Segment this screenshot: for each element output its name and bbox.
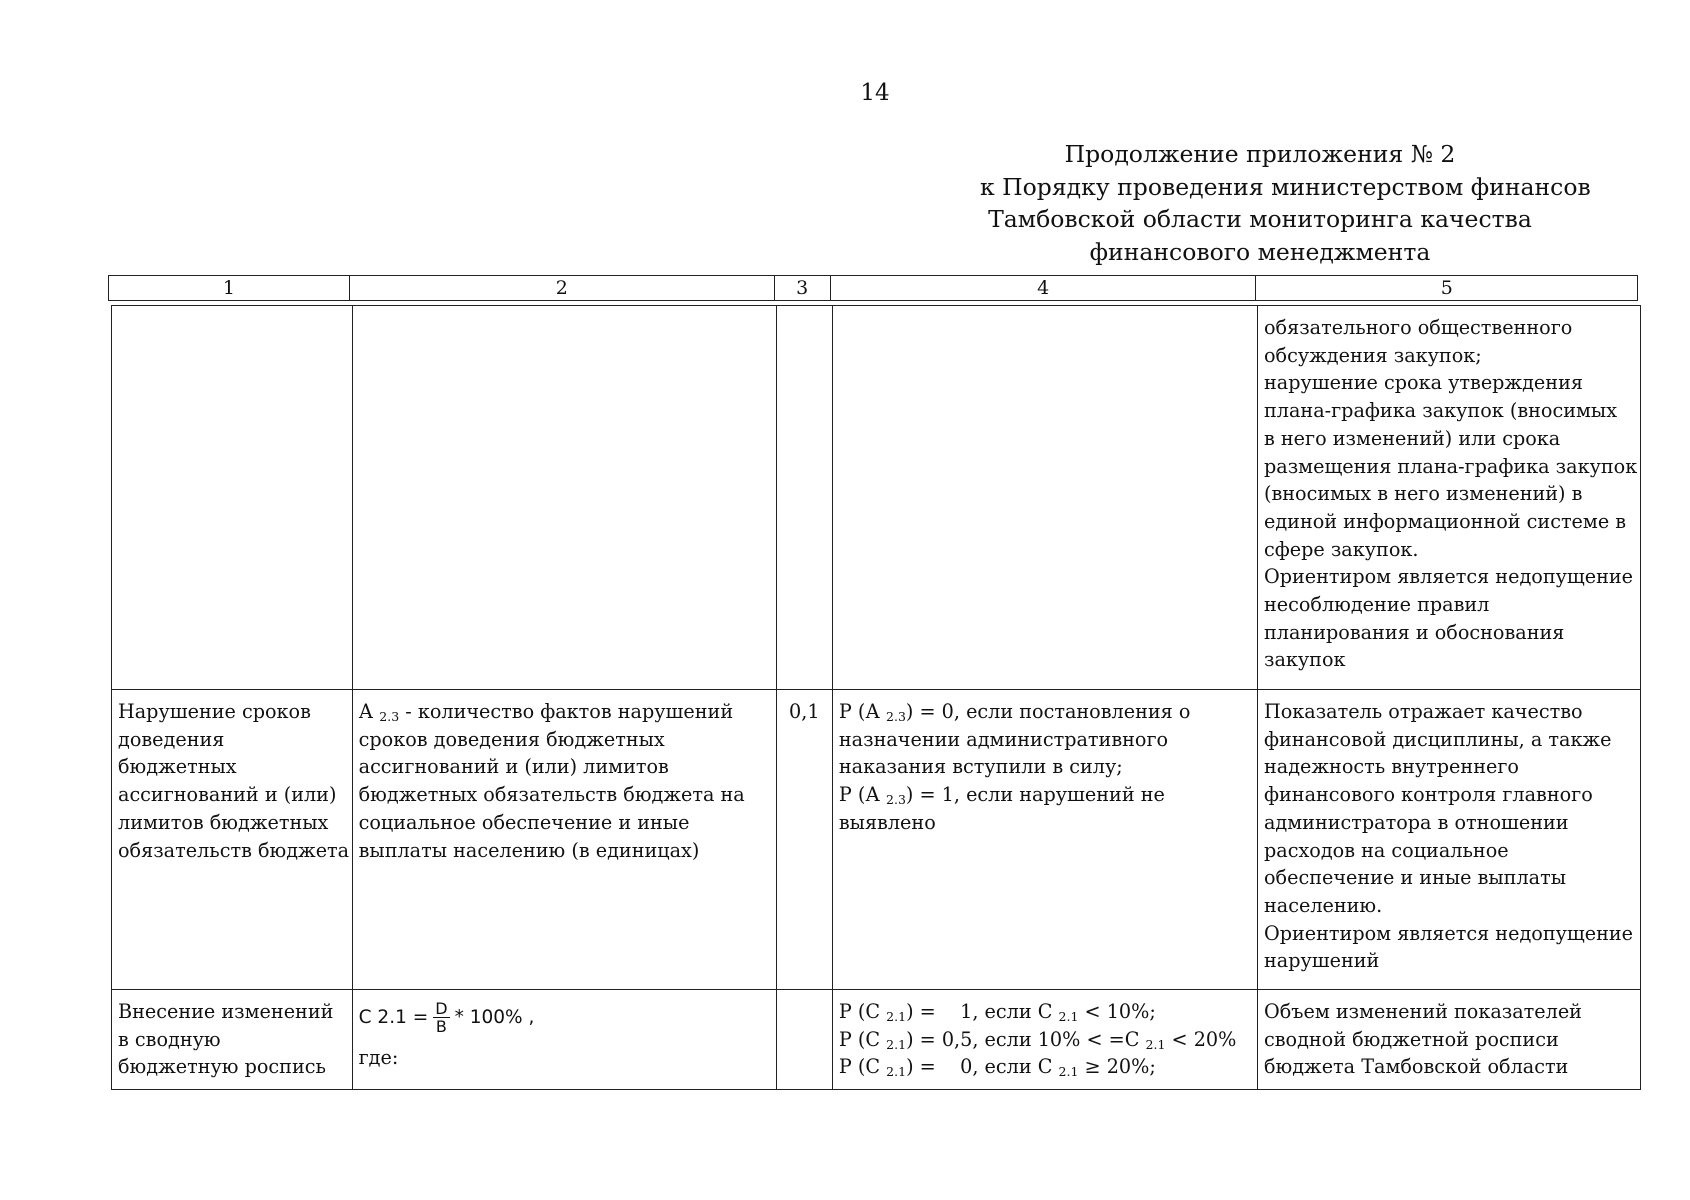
formula-numerator: D (435, 999, 448, 1018)
text-line: ассигнований и (или) (118, 783, 337, 807)
column-number: 2 (349, 276, 774, 301)
formula-lhs: C 2.1 = (358, 1006, 429, 1028)
text-line: где: (358, 1046, 399, 1069)
table-row (112, 306, 1641, 690)
text-line: финансового контроля главного (1263, 783, 1593, 807)
text-line: наказания вступили в силу; (838, 755, 1123, 779)
text-line: Нарушение сроков (118, 700, 311, 723)
text: Р (А (838, 783, 880, 807)
heading-line: Тамбовской области мониторинга качества (988, 205, 1532, 233)
document-heading (980, 138, 1591, 268)
text-line: обязательного общественного (1263, 316, 1573, 339)
column-number: 5 (1256, 276, 1638, 301)
text-line (839, 1053, 1252, 1081)
text-line: сроков доведения бюджетных (358, 727, 665, 751)
text-line: социальное обеспечение и иные (358, 810, 690, 834)
cell-indicator-name (112, 690, 353, 990)
text: Р (С (838, 1055, 881, 1079)
text: ) = (906, 1055, 936, 1079)
text-line: финансовой дисциплины, а также (1263, 727, 1612, 751)
text: < 20% (1171, 1027, 1237, 1051)
text: - количество фактов нарушений (405, 700, 734, 723)
cell-evaluation (832, 306, 1257, 690)
table-row (112, 690, 1641, 990)
text: 0, если С (960, 1055, 1053, 1079)
text: 1, если С (960, 1000, 1053, 1023)
text: ≥ 20%; (1084, 1055, 1156, 1079)
cell-evaluation (832, 690, 1257, 990)
text-line: ассигнований и (или) лимитов (358, 755, 669, 779)
text-line: выявлено (838, 810, 936, 834)
heading-line: Продолжение приложения № 2 (1064, 140, 1456, 168)
subscript: 2.3 (886, 792, 906, 808)
subscript: 2.1 (886, 1064, 907, 1080)
text: ) = 0,5, если 10% < =С (906, 1027, 1140, 1051)
text-line: сфере закупок. (1263, 537, 1419, 561)
text-line (839, 998, 1252, 1026)
symbol: А (358, 700, 374, 723)
formula-denominator: B (435, 1017, 447, 1036)
formula-fraction (433, 1000, 449, 1035)
cell-indicator-name (112, 306, 353, 690)
text-line: в него изменений) или срока (1263, 426, 1561, 450)
text-line: обсуждения закупок; (1263, 343, 1482, 367)
subscript: 2.3 (886, 709, 906, 724)
text-line: администратора в отношении (1263, 810, 1569, 834)
text-line (839, 698, 1252, 726)
text-line: в сводную (118, 1027, 221, 1051)
text-line: населению. (1263, 893, 1383, 917)
text: ) = 0, если постановления о (905, 700, 1191, 723)
text-line: (вносимых в него изменений) в (1263, 482, 1583, 506)
cell-comment (1257, 690, 1640, 990)
cell-weight (776, 990, 832, 1090)
text-line: размещения плана-графика закупок (1263, 454, 1638, 478)
text-line: Объем изменений показателей (1263, 1000, 1582, 1023)
subscript: 2.1 (886, 1036, 907, 1052)
text-line: доведения (118, 727, 225, 751)
cell-comment (1257, 990, 1640, 1090)
text-line: расходов на социальное (1263, 838, 1509, 862)
column-number-header (108, 275, 1638, 301)
formula-rhs: * 100% , (454, 1006, 535, 1028)
text-line (839, 1026, 1252, 1054)
table-row (112, 990, 1641, 1090)
page-number: 14 (860, 80, 890, 106)
column-number: 1 (109, 276, 350, 301)
subscript: 2.1 (1058, 1064, 1079, 1080)
text-line: бюджетных обязательств бюджета на (358, 783, 745, 807)
text-line: бюджетных (118, 755, 237, 779)
text: < 10%; (1084, 1000, 1156, 1023)
cell-evaluation (832, 990, 1257, 1090)
subscript: 2.1 (1145, 1036, 1166, 1052)
text-line: несоблюдение правил (1263, 593, 1490, 617)
text-line: нарушений (1263, 949, 1380, 973)
text-line: плана-графика закупок (вносимых (1263, 399, 1618, 423)
column-number: 4 (830, 276, 1256, 301)
text-line (359, 698, 771, 726)
subscript: 2.3 (379, 709, 400, 724)
text-line: бюджетную роспись (118, 1055, 326, 1079)
cell-calculation (352, 990, 776, 1090)
text-line: лимитов бюджетных (118, 810, 329, 834)
text-line: обеспечение и иные выплаты (1263, 866, 1566, 890)
text: ) = (906, 1000, 936, 1023)
cell-weight: 0,1 (776, 690, 832, 990)
subscript: 2.1 (1058, 1009, 1079, 1024)
cell-indicator-name (112, 990, 353, 1090)
indicator-table (111, 305, 1641, 1090)
text-line: Показатель отражает качество (1263, 700, 1583, 723)
text: Р (С (838, 1000, 881, 1023)
heading-line: к Порядку проведения министерством финансов (980, 172, 1591, 201)
text: Р (А (838, 700, 880, 723)
heading-line: финансового менеджмента (1089, 237, 1431, 266)
cell-calculation (352, 690, 776, 990)
text-line: нарушение срока утверждения (1263, 371, 1583, 395)
cell-comment (1257, 306, 1640, 690)
cell-weight (776, 306, 832, 690)
text-line: обязательств бюджета (118, 838, 350, 862)
text: Р (С (838, 1027, 881, 1051)
text-line: Ориентиром является недопущение (1263, 565, 1634, 589)
text-line: Внесение изменений (118, 1000, 334, 1023)
text-line: надежность внутреннего (1263, 755, 1519, 779)
text: ) = 1, если нарушений не (905, 783, 1165, 807)
text-line: Ориентиром является недопущение (1263, 921, 1634, 945)
text-line: сводной бюджетной росписи (1263, 1027, 1559, 1051)
text-line: единой информационной системе в (1263, 509, 1627, 533)
subscript: 2.1 (886, 1009, 907, 1024)
column-number: 3 (774, 276, 830, 301)
text-line: выплаты населению (в единицах) (358, 838, 700, 862)
text-line: бюджета Тамбовской области (1263, 1055, 1569, 1079)
formula-expression (359, 1000, 535, 1035)
text-line: назначении административного (838, 727, 1169, 751)
cell-calculation (352, 306, 776, 690)
text-line: закупок (1263, 648, 1346, 672)
text-line: планирования и обоснования (1263, 620, 1565, 644)
text-line (839, 781, 1252, 809)
formula (359, 998, 771, 1044)
